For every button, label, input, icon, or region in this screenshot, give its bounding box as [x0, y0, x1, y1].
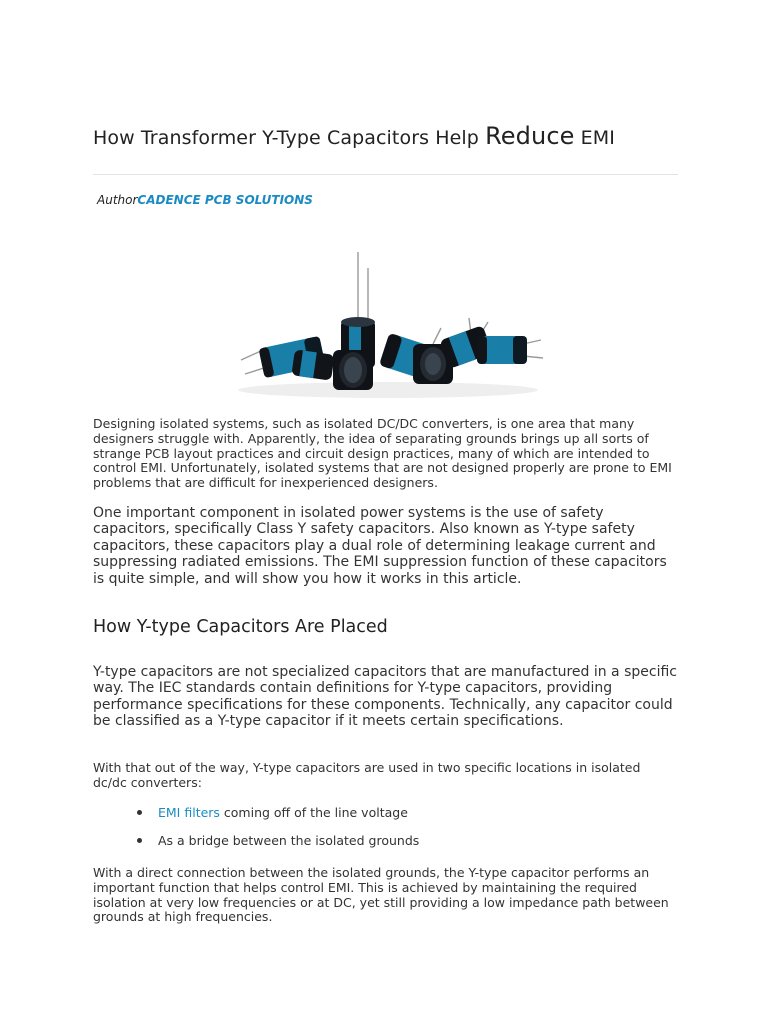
author-label: Author	[97, 193, 138, 207]
ground-connection-paragraph: With a direct connection between the isolated grounds, the Y-type capacitor performs an important function that helps control EMI. This is achieved by maintaining the required isolation at very low frequencies or at DC, yet still providing a low impedance path between grounds at high frequencies.	[93, 865, 669, 925]
locations-intro-paragraph: With that out of the way, Y-type capacitors are used in two specific locations in isolated dc/dc converters:	[93, 760, 641, 790]
title-part-1: How Transformer Y-Type Capacitors Help	[93, 127, 486, 149]
intro-paragraph: Designing isolated systems, such as isolated DC/DC converters, is one area that many designers struggle with. Apparently, the idea of separating grounds brings up all sorts of strange PCB layout practices and circuit design practices, many of which are intended to control EMI. Unfortunately, isolated systems that are not designed properly are prone to EMI problems that are difficult for inexperienced designers.	[93, 416, 672, 491]
bullet-2-text: As a bridge between the isolated grounds	[158, 832, 420, 848]
locations-list	[133, 805, 419, 860]
author-name-link[interactable]: CADENCE PCB SOLUTIONS	[137, 193, 313, 207]
author-line	[97, 193, 313, 207]
bullet-1-text: coming off of the line voltage	[219, 805, 408, 820]
capacitors-image	[223, 232, 553, 407]
capacitor-8	[291, 349, 334, 380]
title-part-2: Reduce	[485, 122, 575, 150]
capacitors-photo-icon	[223, 232, 553, 407]
bullet-icon	[137, 838, 142, 843]
list-item	[133, 833, 419, 861]
bullet-icon	[137, 810, 142, 815]
emi-filters-link[interactable]: EMI filters	[158, 805, 220, 820]
capacitor-7	[477, 336, 527, 364]
capacitor-3	[333, 350, 373, 390]
section-heading: How Y-type Capacitors Are Placed	[93, 617, 388, 637]
article-title	[93, 122, 693, 150]
title-part-3: EMI	[574, 127, 615, 149]
title-divider	[93, 174, 678, 175]
y-type-definition-paragraph: Y-type capacitors are not specialized capacitors that are manufactured in a specific way. The IEC standards contain definitions for Y-type capacitors, providing performance specifications for these components. Technically, any capacitor could be classified as a Y-type capacitor if it meets certain specifications.	[93, 664, 677, 730]
safety-capacitors-paragraph: One important component in isolated power systems is the use of safety capacitors, specifically Class Y safety capacitors. Also known as Y-type safety capacitors, these capacitors play a dual role of determining leakage current and suppressing radiated emissions. The EMI suppression function of these capacitors is quite simple, and will show you how it works in this article.	[93, 505, 667, 587]
list-item	[133, 805, 419, 833]
